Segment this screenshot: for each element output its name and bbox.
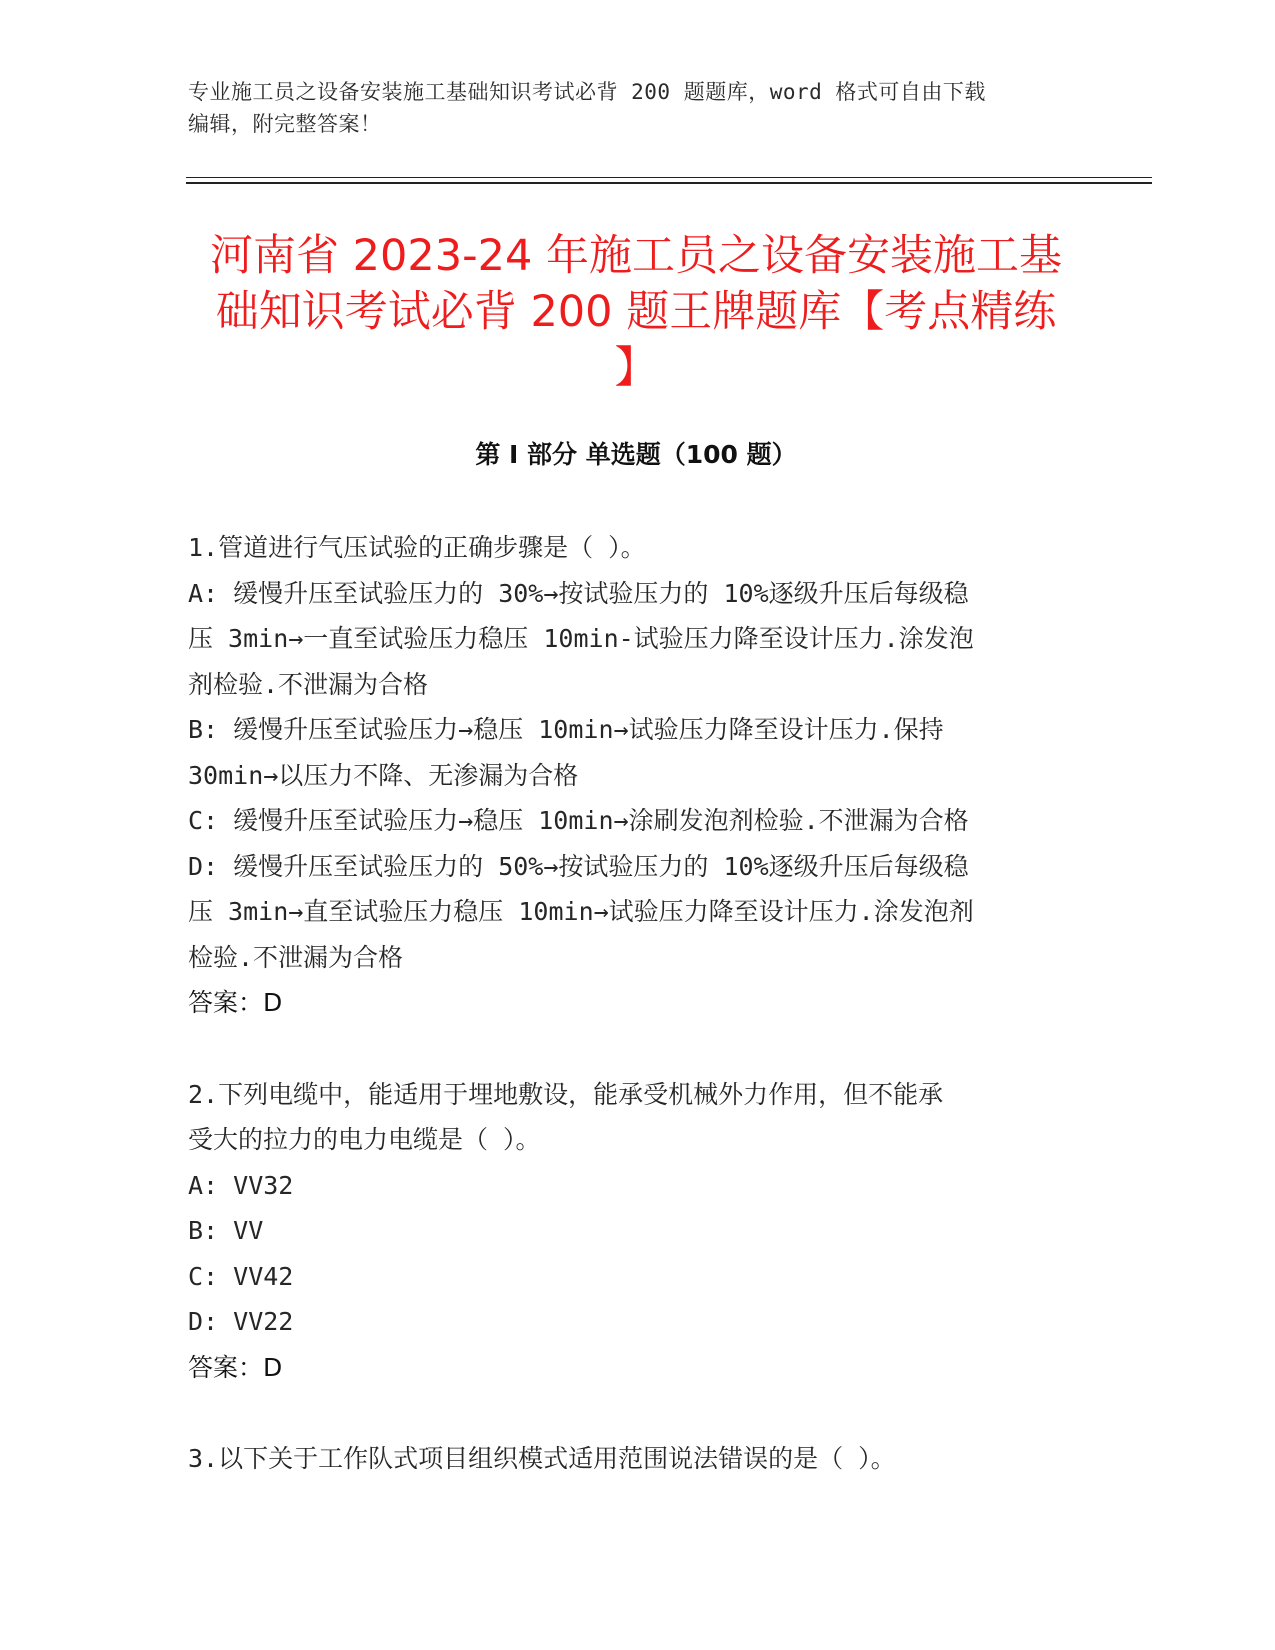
question-3 — [188, 1436, 1088, 1482]
option-line: C: VV42 — [188, 1261, 294, 1291]
question-1 — [188, 525, 1088, 1026]
option-line: A: VV32 — [188, 1170, 294, 1200]
answer-label: 答案：D — [188, 988, 283, 1017]
option-line: A: 缓慢升压至试验压力的 30%→按试验压力的 10%逐级升压后每级稳 — [188, 578, 969, 608]
question-stem: 3.以下关于工作队式项目组织模式适用范围说法错误的是（ ）。 — [188, 1444, 896, 1473]
option-line: 30min→以压力不降、无渗漏为合格 — [188, 760, 579, 790]
option-line: D: VV22 — [188, 1307, 294, 1336]
header-divider — [186, 177, 1152, 178]
title-line: 】 — [614, 343, 658, 393]
answer-label: 答案：D — [188, 1352, 283, 1382]
option-line: 剂检验.不泄漏为合格 — [188, 669, 429, 699]
document-title — [186, 228, 1086, 396]
question-2 — [188, 1072, 1088, 1391]
question-stem: 受大的拉力的电力电缆是（ ）。 — [188, 1125, 541, 1154]
option-line: 检验.不泄漏为合格 — [188, 942, 404, 972]
header-divider-thick — [186, 182, 1152, 184]
option-line: C: 缓慢升压至试验压力→稳压 10min→涂刷发泡剂检验.不泄漏为合格 — [188, 806, 969, 835]
section-heading: 第 I 部分 单选题（100 题） — [475, 440, 797, 469]
option-line: D: 缓慢升压至试验压力的 50%→按试验压力的 10%逐级升压后每级稳 — [188, 851, 969, 881]
option-line: B: VV — [188, 1216, 264, 1245]
header-note — [188, 76, 1068, 140]
question-list — [188, 525, 1088, 1528]
option-line: B: 缓慢升压至试验压力→稳压 10min→试验压力降至设计压力.保持 — [188, 715, 944, 744]
header-note-line: 编辑，附完整答案！ — [188, 112, 382, 136]
question-stem: 1.管道进行气压试验的正确步骤是（ ）。 — [188, 533, 646, 562]
header-note-line: 专业施工员之设备安装施工基础知识考试必背 200 题题库，word 格式可自由下载 — [188, 80, 986, 104]
question-stem: 2.下列电缆中，能适用于埋地敷设，能承受机械外力作用，但不能承 — [188, 1079, 944, 1109]
title-line: 础知识考试必背 200 题王牌题库【考点精练 — [215, 287, 1057, 337]
option-line: 压 3min→一直至试验压力稳压 10min-试验压力降至设计压力.涂发泡 — [188, 624, 974, 653]
title-line: 河南省 2023-24 年施工员之设备安装施工基 — [209, 231, 1062, 281]
option-line: 压 3min→直至试验压力稳压 10min→试验压力降至设计压力.涂发泡剂 — [188, 897, 974, 926]
